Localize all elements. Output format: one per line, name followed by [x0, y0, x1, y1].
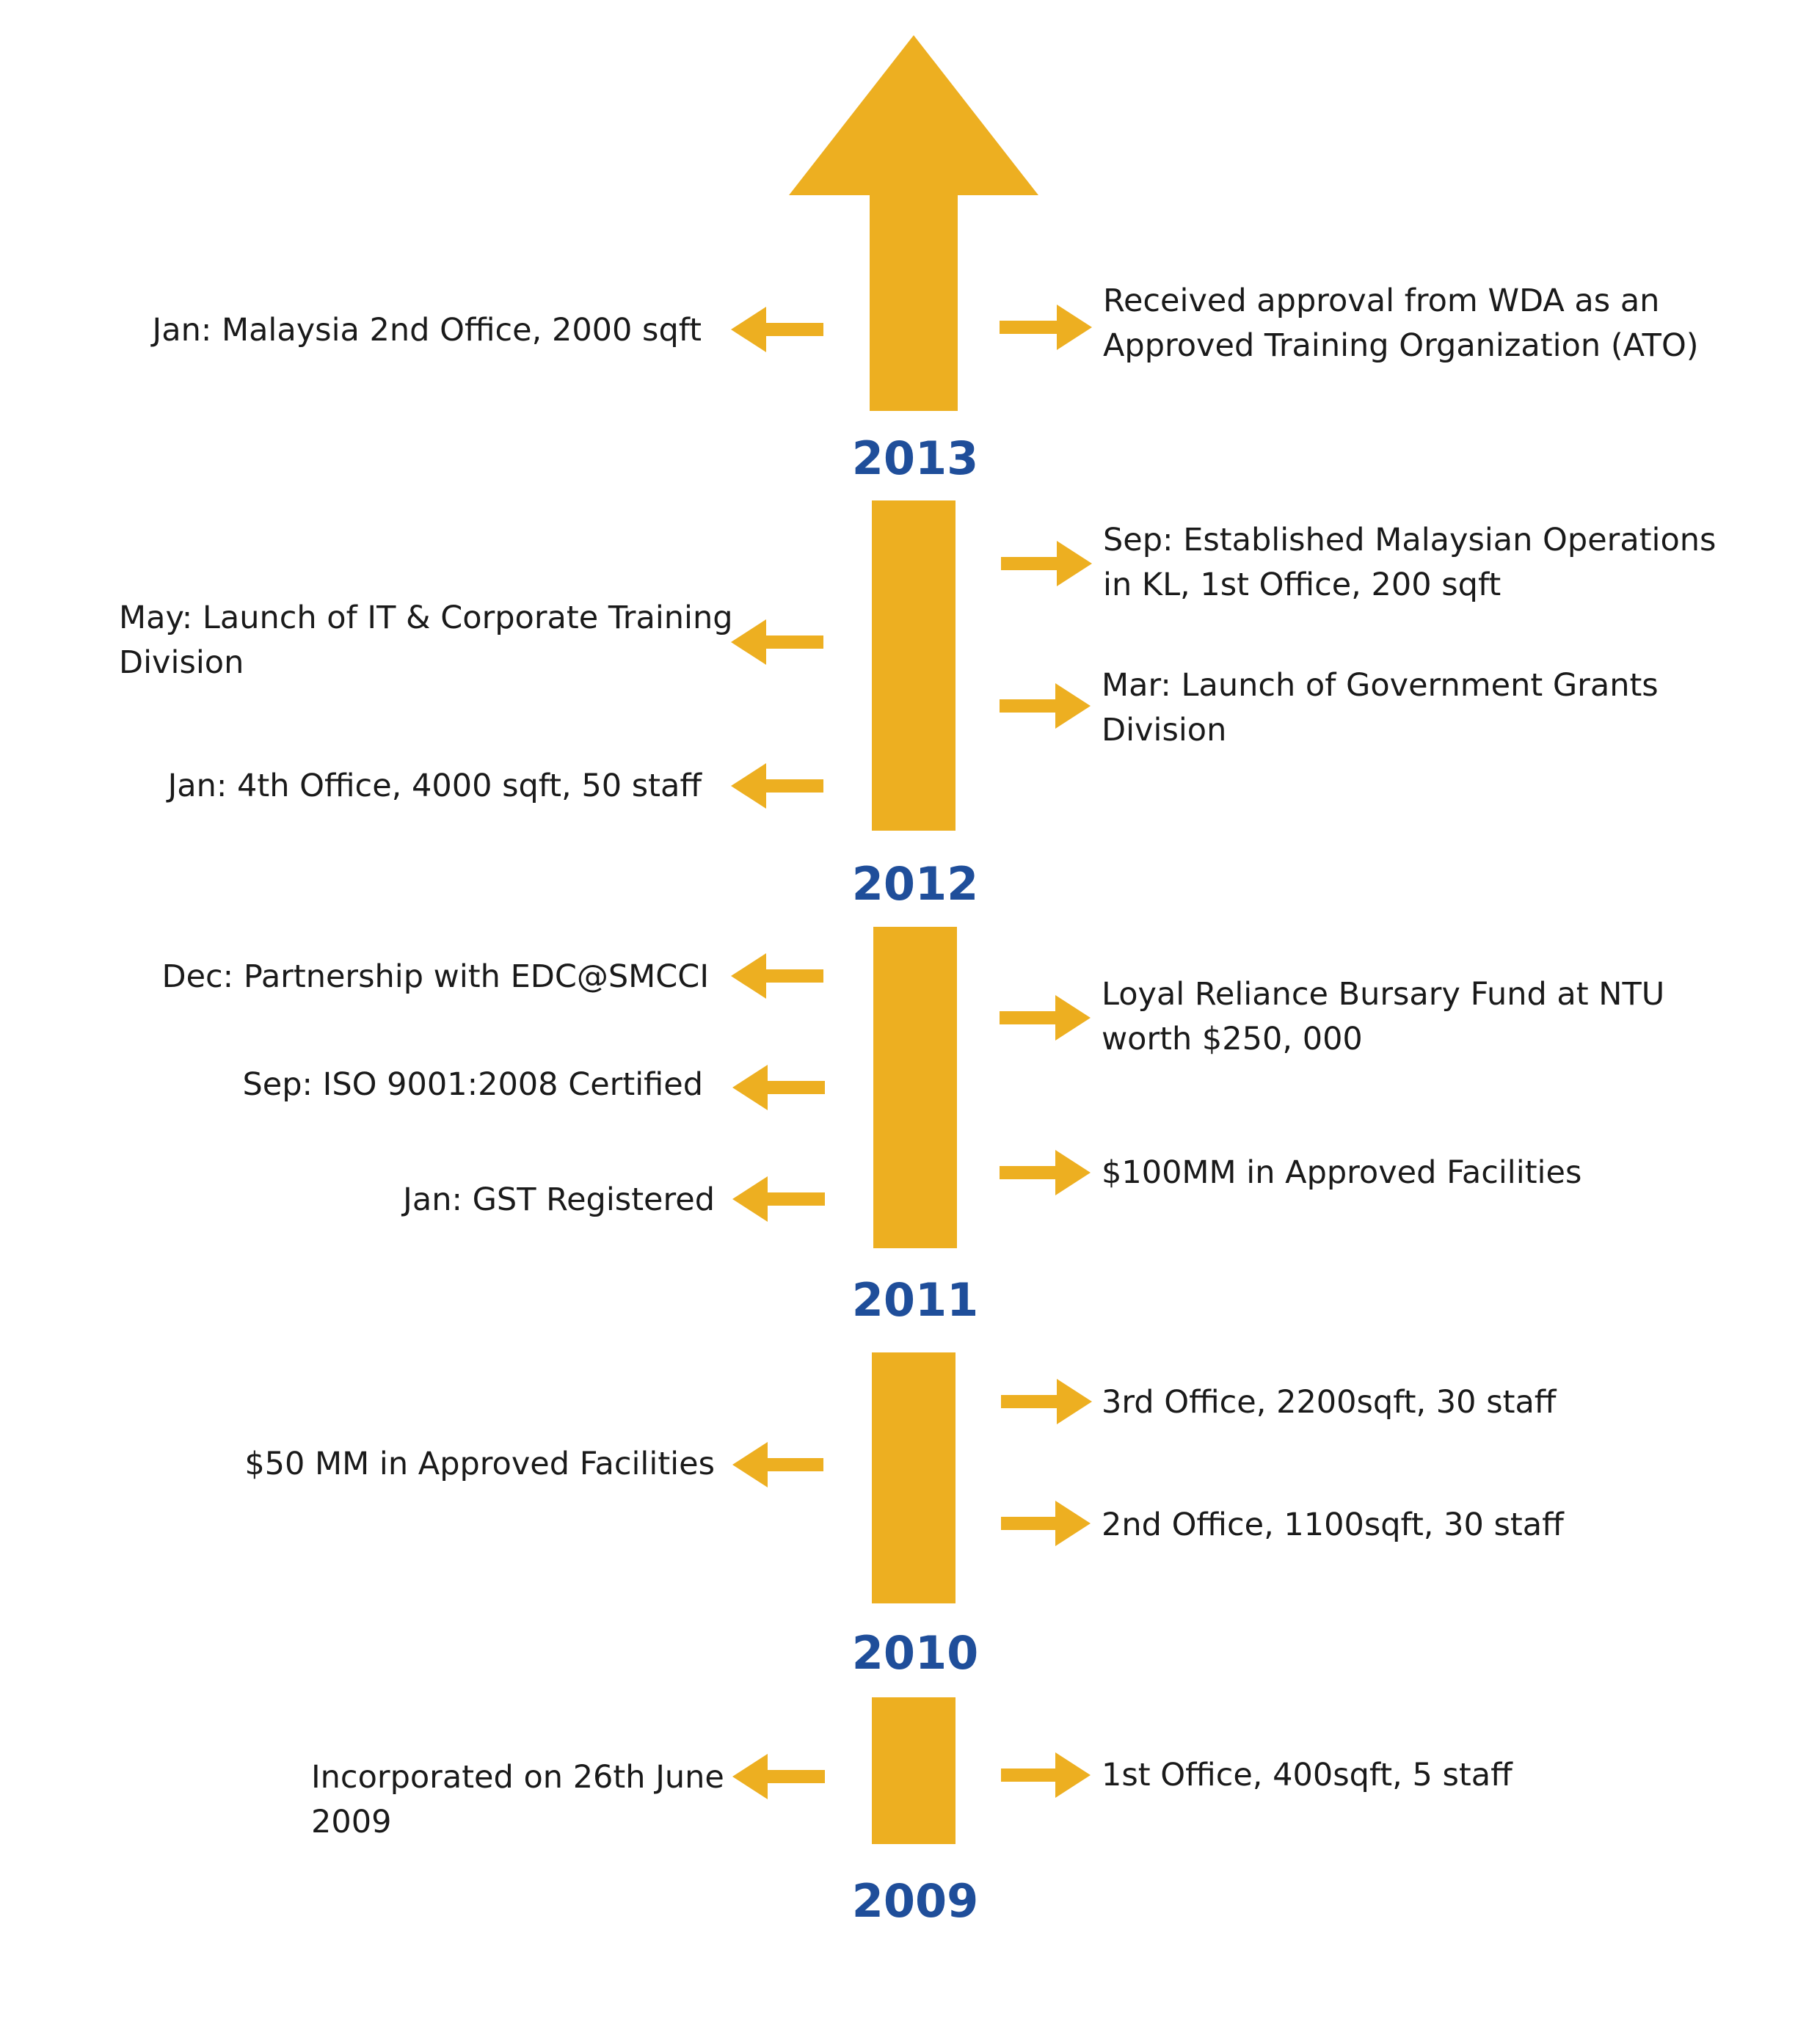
left-arrow-icon [731, 307, 823, 352]
event-label: 1st Office, 400sqft, 5 staff [1102, 1757, 1513, 1793]
left-arrow-icon [732, 1176, 825, 1222]
event-label: Sep: Established Malaysian Operations in KL, 1st Office, 200 sqft [1103, 522, 1717, 603]
event-label: $100MM in Approved Facilities [1102, 1154, 1582, 1191]
event-label: Jan: GST Registered [403, 1181, 715, 1218]
event-label: Received approval from WDA as an Approved Training Organization (ATO) [1103, 283, 1699, 364]
event-label: Dec: Partnership with EDC@SMCCI [161, 958, 709, 995]
right-arrow-icon [1001, 1501, 1091, 1546]
right-arrow-icon [1000, 1150, 1091, 1195]
event-label: Incorporated on 26th June 2009 [311, 1759, 724, 1840]
left-arrow-icon [731, 763, 823, 809]
event-label: $50 MM in Approved Facilities [244, 1446, 715, 1482]
right-arrow-icon [1000, 683, 1091, 729]
timeline-segment-2010 [872, 1352, 956, 1603]
left-arrow-icon [732, 1754, 825, 1799]
year-label-2011: 2011 [851, 1273, 979, 1327]
timeline-segment-2012 [872, 500, 956, 831]
event-label: Mar: Launch of Government Grants Division [1102, 667, 1659, 748]
event-label: 3rd Office, 2200sqft, 30 staff [1102, 1384, 1557, 1421]
event-label: 2nd Office, 1100sqft, 30 staff [1102, 1507, 1564, 1543]
event-label: Sep: ISO 9001:2008 Certified [242, 1066, 703, 1103]
year-label-2009: 2009 [851, 1874, 979, 1928]
left-arrow-icon [731, 953, 823, 999]
right-arrow-icon [1000, 305, 1092, 350]
right-arrow-icon [1001, 1379, 1092, 1424]
event-label: Loyal Reliance Bursary Fund at NTU worth $250, 000 [1102, 976, 1665, 1057]
event-label: Jan: Malaysia 2nd Office, 2000 sqft [152, 312, 702, 349]
timeline-segment-2011 [873, 927, 957, 1248]
year-label-2013: 2013 [851, 431, 979, 485]
left-arrow-icon [732, 1065, 825, 1110]
left-arrow-icon [732, 1442, 823, 1487]
timeline-segment-2009 [872, 1697, 956, 1844]
right-arrow-icon [1000, 995, 1091, 1041]
right-arrow-icon [1001, 1752, 1091, 1798]
year-label-2012: 2012 [851, 857, 979, 911]
event-label: May: Launch of IT & Corporate Training Division [119, 600, 733, 681]
big-up-arrow [789, 35, 1038, 411]
event-label: Jan: 4th Office, 4000 sqft, 50 staff [167, 768, 702, 804]
left-arrow-icon [731, 619, 823, 665]
right-arrow-icon [1001, 541, 1092, 586]
year-label-2010: 2010 [851, 1626, 979, 1680]
